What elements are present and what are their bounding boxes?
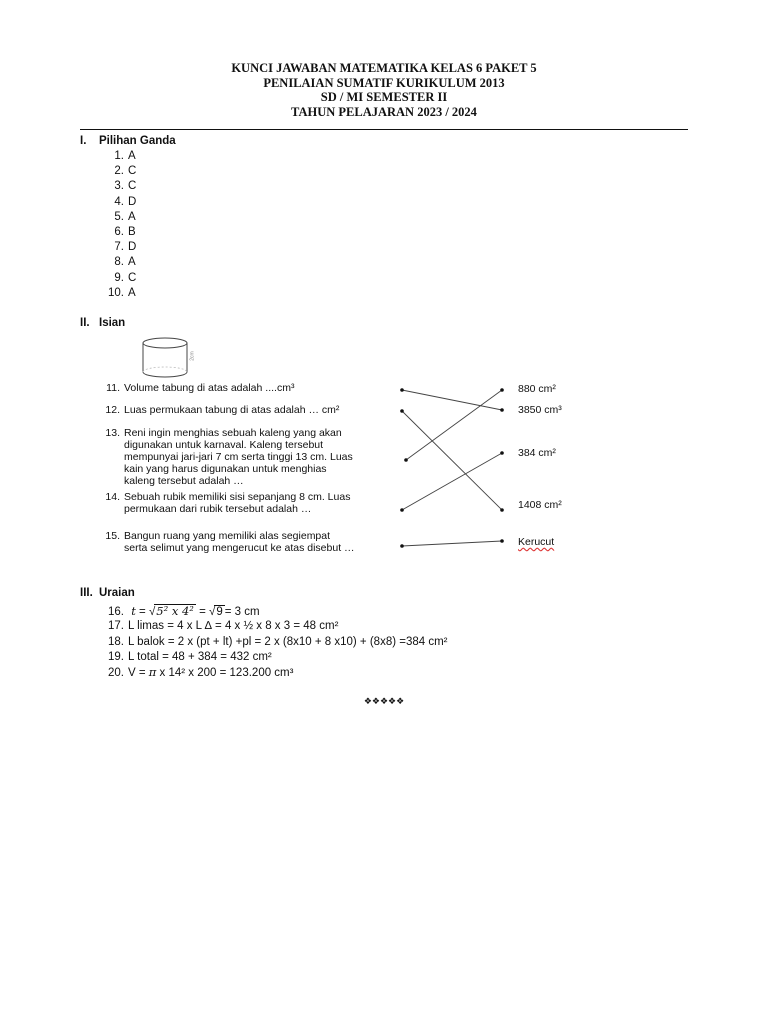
- dot-a4: [500, 508, 504, 512]
- dot-a3: [500, 451, 504, 455]
- item-number: 18.: [108, 635, 124, 648]
- question-text-line: serta selimut yang mengerucut ke atas disebut …: [124, 542, 355, 554]
- answer-letter: A: [128, 286, 136, 299]
- answer-letter: A: [128, 256, 136, 269]
- answer-option-1: 880 cm²: [518, 383, 556, 395]
- item-number: 20.: [108, 667, 124, 680]
- match-line-15: [402, 541, 502, 546]
- answer-letter: C: [128, 271, 137, 284]
- sqrt-symbol: √: [148, 606, 156, 618]
- item-number: 16.: [108, 606, 124, 618]
- answer-letter: D: [128, 195, 137, 208]
- answer-letter: D: [128, 241, 137, 254]
- question-text-line: Bangun ruang yang memiliki alas segiempat: [124, 530, 331, 542]
- question-text-line: kaleng tersebut adalah …: [124, 475, 244, 487]
- question-text-line: Luas permukaan tabung di atas adalah … cm²: [124, 404, 340, 416]
- question-text-line: Sebuah rubik memiliki sisi sepanjang 8 cm. Luas: [124, 491, 351, 503]
- item-number: 17.: [108, 620, 124, 633]
- header-school-semester: SD / MI SEMESTER II: [320, 90, 448, 104]
- end-ornament: ❖❖❖❖❖: [363, 697, 405, 707]
- item-text: x 14² x 200 = 123.200 cm³: [156, 667, 294, 680]
- answer-option-5: Kerucut: [518, 536, 555, 548]
- sqrt-expression: 5² x 4²: [156, 604, 194, 618]
- section-title: Pilihan Ganda: [99, 135, 176, 147]
- item-number: 9.: [114, 271, 124, 284]
- dot-a2: [500, 408, 504, 412]
- section-title: Uraian: [99, 587, 135, 599]
- pi-symbol: π: [148, 665, 157, 680]
- question-text-line: kain yang harus digunakan untuk menghias: [124, 463, 327, 475]
- dot-a1: [500, 388, 504, 392]
- header-title: KUNCI JAWABAN MATEMATIKA KELAS 6 PAKET 5: [231, 61, 537, 75]
- section-number: II.: [80, 317, 90, 329]
- question-text-line: Reni ingin menghias sebuah kaleng yang akan: [124, 427, 342, 439]
- sqrt-expression: 9: [216, 606, 223, 618]
- item-number: 8.: [114, 256, 124, 269]
- match-line-14: [402, 453, 502, 510]
- answer-option-3: 384 cm²: [518, 447, 556, 459]
- item-number: 10.: [108, 286, 124, 299]
- question-text-line: digunakan untuk karnaval. Kaleng tersebut: [124, 439, 324, 451]
- item-text: V =: [128, 667, 149, 680]
- section-essay-heading: [80, 587, 135, 599]
- dot-q13: [404, 458, 408, 462]
- item-number: 2.: [114, 165, 124, 178]
- math-result: = 3 cm: [224, 606, 260, 618]
- essay-item-16: [104, 604, 448, 619]
- math-variable: t: [131, 604, 136, 618]
- cylinder-dimension-label: 2cm: [189, 351, 196, 361]
- essay-item-19: [104, 650, 448, 665]
- item-number: 5.: [114, 210, 124, 223]
- answer-letter: A: [128, 150, 136, 162]
- answer-letter: B: [128, 225, 136, 238]
- item-text: L balok = 2 x (pt + lt) +pl = 2 x (8x10 + 8 x10) + (8x8) =384 cm²: [128, 635, 448, 648]
- match-line-11: [402, 390, 502, 410]
- question-number: 11.: [106, 382, 120, 394]
- question-number: 13.: [105, 427, 120, 439]
- essay-item-17: [104, 619, 448, 634]
- question-text-line: permukaan dari rubik tersebut adalah …: [124, 503, 312, 515]
- item-number: 19.: [108, 650, 124, 663]
- essay-item-20: [104, 665, 448, 680]
- answer-letter: C: [128, 165, 137, 178]
- section-number: III.: [80, 587, 93, 599]
- dot-q11: [400, 388, 404, 392]
- item-text: L limas = 4 x L ∆ = 4 x ½ x 8 x 3 = 48 cm²: [128, 620, 339, 633]
- question-number: 15.: [105, 530, 120, 542]
- math-operator: =: [139, 606, 146, 618]
- item-number: 3.: [114, 180, 124, 193]
- answer-letter: C: [128, 180, 137, 193]
- item-number: 7.: [114, 241, 124, 254]
- question-text-line: Volume tabung di atas adalah ....cm³: [124, 382, 295, 394]
- question-text-line: mempunyai jari-jari 7 cm serta tinggi 13 cm. Luas: [124, 451, 353, 463]
- section-number: I.: [80, 135, 87, 147]
- item-number: 6.: [114, 225, 124, 238]
- item-text: L total = 48 + 384 = 432 cm²: [128, 650, 272, 663]
- match-line-12: [402, 411, 502, 510]
- dot-a5: [500, 539, 504, 543]
- essay-answers: [104, 604, 448, 680]
- section-title: Isian: [99, 317, 126, 329]
- header-academic-year: TAHUN PELAJARAN 2023 / 2024: [291, 104, 477, 119]
- sqrt-symbol: √: [209, 606, 216, 618]
- dot-q14: [400, 508, 404, 512]
- question-number: 14.: [105, 491, 120, 503]
- answer-option-4: 1408 cm²: [518, 499, 562, 511]
- header-assessment: PENILAIAN SUMATIF KURIKULUM 2013: [263, 75, 505, 90]
- question-number: 12.: [105, 404, 120, 416]
- item-number: 1.: [114, 150, 124, 162]
- dot-q15: [400, 544, 404, 548]
- answer-option-2: 3850 cm³: [518, 404, 562, 416]
- math-operator: =: [199, 606, 206, 618]
- item-number: 4.: [114, 195, 124, 208]
- answer-letter: A: [128, 210, 136, 223]
- dot-q12: [400, 409, 404, 413]
- essay-item-18: [104, 635, 448, 650]
